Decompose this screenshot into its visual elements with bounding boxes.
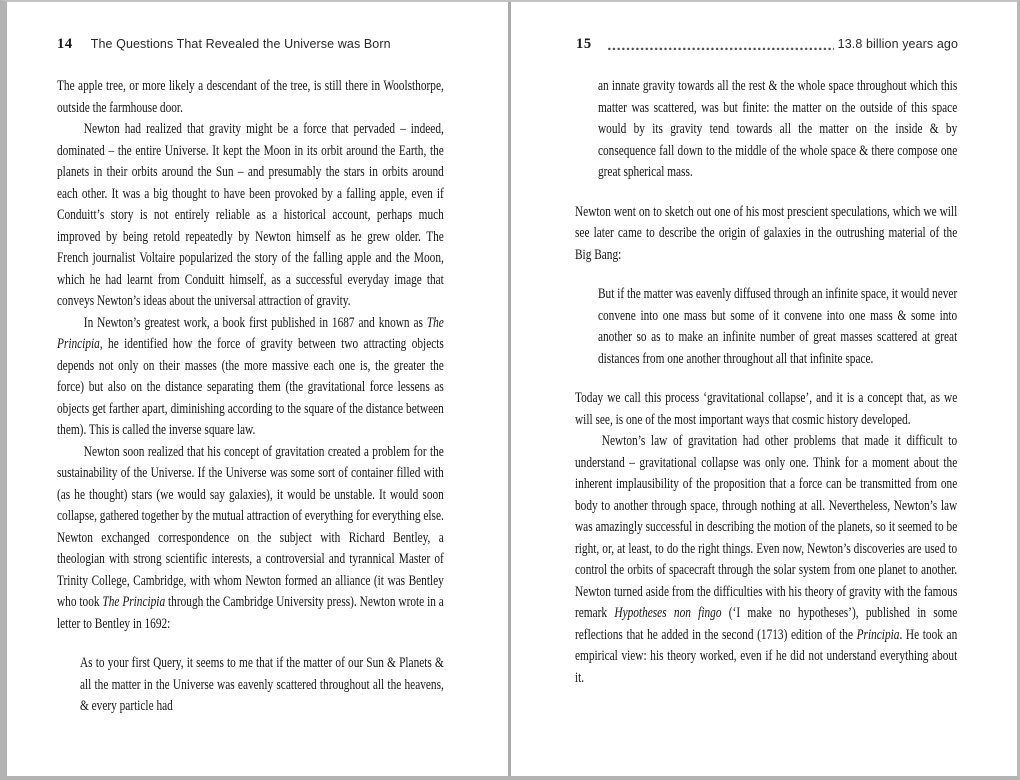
running-header-note: 13.8 billion years ago [837,37,958,51]
text-run: The apple tree, or more likely a descendant of the tree, is still there in Woolsthorpe, outside the farmhouse door. [57,78,444,116]
text-run: Newton went on to sketch out one of his most prescient speculations, which we will see later came to describe the origin of galaxies in the outrushing material of the Big Bang: [575,203,958,263]
paragraph [57,119,444,313]
text-run: Newton soon realized that his concept of gravitation created a problem for the sustainability of the Universe. If the Universe was some sort of container filled with (as he thought) stars (we would say galaxies), it would be unstable. It would soon collapse, gathered together by the mutual attraction of everything for everything else. Newton exchanged correspondence on the subject with Richard Bentley, a theologian with strong scientific interests, a controversial and tyrannical Master of Trinity College, Cambridge, with whom Newton formed an alliance (it was Bentley who took [57,443,444,610]
text-run: an innate gravity towards all the rest & the whole space throughout which this matter was scattered, was but finite: the matter on the outside of this space would by its gravity tend towards all the matter on the inside & by consequence fall down to the middle of the whole space & there compose one great spherical mass. [597,78,958,180]
paragraph [575,431,957,689]
paragraph [575,202,957,267]
page-right [511,2,1017,776]
text-run: As to your first Query, it seems to me that if the matter of our Sun & Planets & all the matter in the Universe was eavenly scattered throughout all the heavens, & every particle had [79,655,444,714]
running-header-title: The Questions That Revealed the Universe was Born [90,37,391,51]
text-run: Newton had realized that gravity might be a force that pervaded – indeed, dominated – the entire Universe. It kept the Moon in its orbit around the Earth, the planets in their orbits around the Sun – and presumably the stars in orbits around each other. It was a big thought to have been provoked by a falling apple, even if Conduitt’s story is not entirely reliable as a historical account, perhaps much improved by being retold repeatedly by Newton himself as he grew older. The French journalist Voltaire popularized the story of the falling apple and the Moon, which he had learnt from Conduitt himself, as a successful everyday image that conveys Newton’s ideas about the universal attraction of gravity. [57,121,444,309]
paragraph [57,76,444,119]
left-running-header [57,36,468,53]
right-page-text [575,76,957,689]
italic-text-run: Hypotheses non fingo [614,605,722,621]
dotted-leader [608,47,834,51]
paragraph [57,442,444,636]
paragraph [57,313,444,442]
italic-text-run: The Principia [102,594,166,610]
italic-text-run: Principia [856,626,900,643]
text-run: But if the matter was eavenly diffused through an infinite space, it would never convene into one mass but some of it convene into one mass & some into another so as to make an infinite number of great masses scattered at great distances from one another throughout all that infinite space. [597,286,958,367]
text-run: , he identified how the force of gravity between two attracting objects depends not only on their masses (the more massive each one is, the greater the force) but also on the distance separating them (the gravitational force lessens as objects get farther apart, diminishing according to the square of the distance between them). This is called the inverse square law. [57,336,444,438]
text-run: (‘I make no hypotheses’), published in some reflections that he added in the second (1713) edition of the [575,605,958,643]
text-run: In Newton’s greatest work, a book first published in 1687 and known as [83,314,427,331]
left-page-text [57,76,444,718]
text-run: . He took an empirical view: his theory worked, even if he did not understand everything about it. [575,626,958,686]
block-quote [57,653,444,718]
block-quote [575,284,957,370]
paragraph [575,388,957,431]
italic-text-run: The Principia [57,314,444,352]
page-left [7,2,508,776]
text-run: Today we call this process ‘gravitational collapse’, and it is a concept that, as we will see, is one of the most important ways that cosmic history developed. [575,390,958,428]
page-number-left: 14 [57,36,73,52]
text-run: Newton’s law of gravitation had other problems that made it difficult to understand – gravitational collapse was only one. Think for a moment about the inherent implausibility of the proposition that a force can be transmitted from one body to another through space, through nothing at all. Nevertheless, Newton’s law was amazingly successful in describing the motion of the planets, so it seemed to be right, or, at least, to do the right things. Even now, Newton’s discoveries are used to control the orbits of spacecraft through the solar system from one planet to another. Newton turned aside from the difficulties with his theory of gravity with the famous remark [575,433,958,621]
page-number-right: 15 [576,36,592,52]
block-quote [575,76,957,184]
text-run: through the Cambridge University press). Newton wrote in a letter to Bentley in 1692: [57,594,444,632]
right-running-header [576,36,958,53]
